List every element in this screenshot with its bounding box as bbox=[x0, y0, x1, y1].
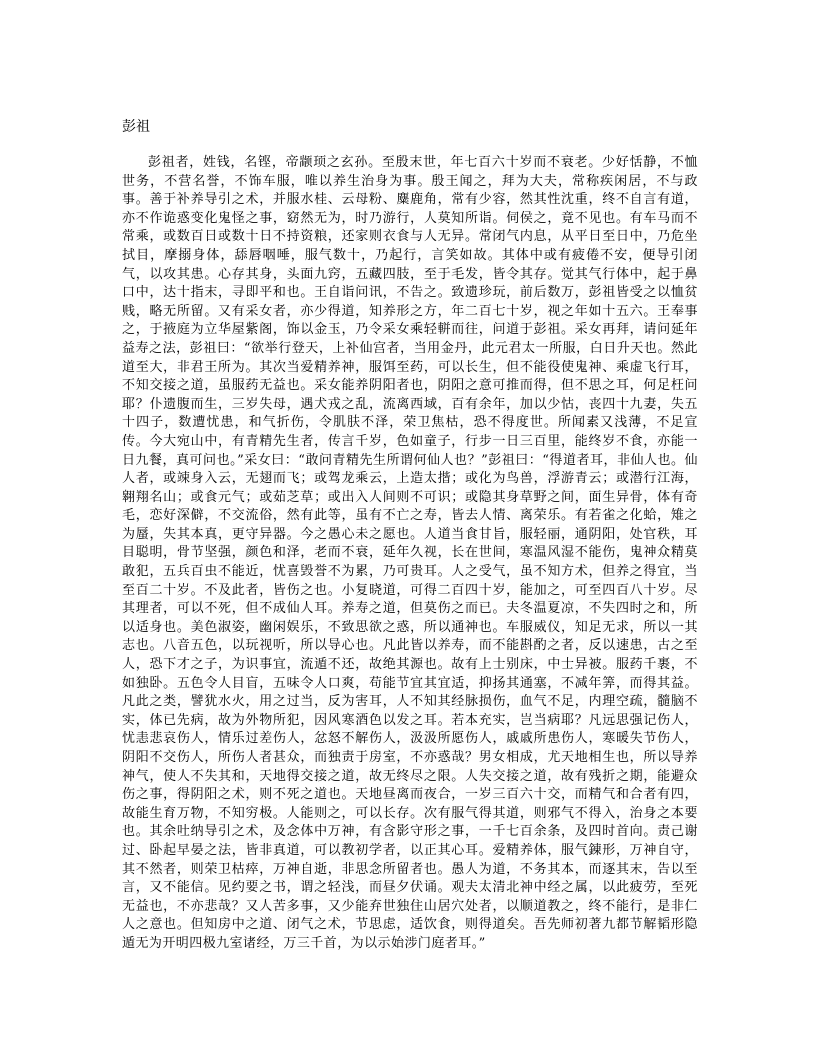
document-title: 彭祖 bbox=[122, 119, 150, 135]
body-paragraph: 彭祖者，姓钱，名铿，帝颛顼之玄孙。至殷末世，年七百六十岁而不衰老。少好恬静，不恤世务，不营名誉，不饰车服，唯以养生治身为事。殷王闻之，拜为大夫，常称疾闲居，不与政事。善于补养导引之术，并服水桂、云母粉、麋鹿角，常有少容，然其性沈重，终不自言有道，亦不作诡惑变化鬼怪之事，窈然无为，时乃游行，人莫知所诣。伺侯之，竟不见也。有车马而不常乘，或数百日或数十日不持资粮，还家则衣食与人无异。常闭气内息，从平日至日中，乃危坐拭目，摩搦身体，舔唇咽唾，服气数十，乃起行，言笑如故。其体中或有疲倦不安，便导引闭气，以攻其患。心存其身，头面九窍，五藏四肢，至于毛发，皆令其存。觉其气行体中，起于鼻口中，达十指末，寻即平和也。王自诣问讯，不告之。致遗珍玩，前后数万，彭祖皆受之以恤贫贱，略无所留。又有采女者，亦少得道，知养形之方，年二百七十岁，视之年如十五六。王奉事之，于掖庭为立华屋紫阁，饰以金玉，乃令采女乘轻軿而往，问道于彭祖。采女再拜，请问延年益寿之法，彭祖曰：“欲举行登天，上补仙宫者，当用金丹，此元君太一所服，白日升天也。然此道至大，非君王所为。其次当爱精养神，服饵至药，可以长生，但不能役使鬼神、乘虚飞行耳，不知交接之道，虽服药无益也。采女能养阴阳者也，阴阳之意可推而得，但不思之耳，何足枉问耶？仆遗腹而生，三岁失母，遇犬戎之乱，流离西域，百有余年，加以少怙，丧四十九妻，失五十四子，数遭忧患，和气折伤，令肌肤不泽，荣卫焦枯，恐不得度世。所闻素又浅薄，不足宣传。今大宛山中，有青精先生者，传言千岁，色如童子，行步一日三百里，能终岁不食，亦能一日九餐，真可问也。”采女曰：“敢问青精先生所谓何仙人也？”彭祖曰：“得道者耳，非仙人也。仙人者，或竦身入云，无翅而飞；或驾龙乘云，上造太揩；或化为鸟兽，浮游青云；或潜行江海，翱翔名山；或食元气；或茹芝草；或出入人间则不可识；或隐其身草野之间，面生异骨，体有奇毛，恋好深僻，不交流俗，然有此等，虽有不亡之寿，皆去人情、离荣乐。有若雀之化蛤，雉之为蜃，失其本真，更守异器。今之愚心未之愿也。人道当食甘旨，服轻丽，通阴阳，处官秩，耳目聪明，骨节坚强，颜色和泽，老而不衰，延年久视，长在世间，寒温风湿不能伤，鬼神众精莫敢犯，五兵百虫不能近，忧喜毁誉不为累，乃可贵耳。人之受气，虽不知方术，但养之得宜，当至百二十岁。不及此者，皆伤之也。小复晓道，可得二百四十岁，能加之，可至四百八十岁。尽其理者，可以不死，但不成仙人耳。养寿之道，但莫伤之而已。夫冬温夏凉，不失四时之和，所以适身也。美色淑姿，幽闲娱乐，不致思欲之惑，所以通神也。车服威仪，知足无求，所以一其志也。八音五色，以玩视听，所以导心也。凡此皆以养寿，而不能斟酌之者，反以速患，古之至人，恐下才之子，为识事宜，流遁不还，故绝其源也。故有上士别床，中士异被。服药千裹，不如独卧。五色令人目盲，五味令人口爽，苟能节宜其宜适，抑扬其通塞，不减年筭，而得其益。凡此之类，譬犹水火，用之过当，反为害耳，人不知其经脉损伤，血气不足，内理空疏，髓脑不实，体已先病，故为外物所犯，因风寒酒色以发之耳。若本充实，岂当病耶？凡远思强记伤人，忧恚悲哀伤人，情乐过差伤人，忿怒不解伤人，汲汲所愿伤人，戚戚所患伤人，寒暖失节伤人，阴阳不交伤人，所伤人者甚众，而独责于房室，不亦惑哉？男女相成，尤天地相生也，所以导养神气，使人不失其和，天地得交接之道，故无终尽之限。人失交接之道，故有残折之期，能避众伤之事，得阴阳之术，则不死之道也。天地昼离而夜合，一岁三百六十交，而精气和合者有四，故能生育万物，不知穷极。人能则之，可以长存。次有服气得其道，则邪气不得入，治身之本要也。其余吐纳导引之术，及念体中万神，有含影守形之事，一千七百余条，及四时首向。责己谢过、卧起早晏之法，皆非真道，可以教初学者，以正其心耳。爱精养体，服气錬形，万神自守，其不然者，则荣卫枯瘁，万神自逝，非思念所留者也。愚人为道，不务其本，而逐其末，告以至言，又不能信。见约要之书，谓之轻浅，而昼夕伏诵。观夫太清北神中经之属，以此疲劳，至死无益也，不亦悲哉？又人苦多事，又少能弃世独住山居穴处者，以顺道教之，终不能行，是非仁人之意也。但知房中之道、闭气之术，节思虑，适饮食，则得道矣。吾先师初著九都节解韬形隐遁无为开明四极九室诸经，万三千首，为以示始涉门庭者耳。” bbox=[122, 155, 698, 951]
